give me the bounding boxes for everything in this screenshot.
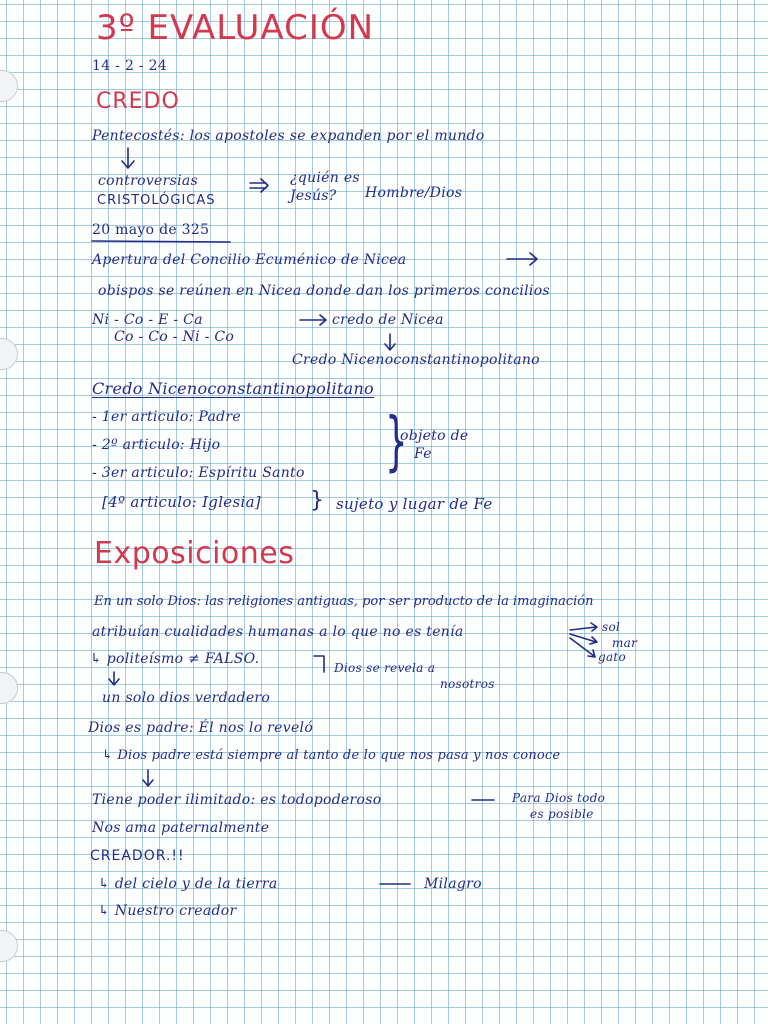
word-sol: sol [602, 620, 621, 634]
dios-es-padre: Dios es padre: Él nos lo reveló [88, 720, 314, 736]
arrow-down-icon [109, 672, 119, 685]
date-underline [92, 241, 230, 242]
controversias-line1: controversias [98, 173, 199, 189]
line-pentecostes: Pentecostés: los apostoles se expanden por el mundo [92, 128, 485, 144]
poder-note-line1: Para Dios todo [512, 791, 606, 805]
controversias-line2: CRISTOLÓGICAS [97, 193, 216, 208]
un-solo-dios: un solo dios verdadero [102, 690, 271, 706]
quien-es-line1: ¿quién es [290, 170, 360, 186]
heading-credo-nc: Credo Nicenoconstantinopolitano [92, 379, 374, 398]
double-arrow-icon [250, 179, 268, 192]
articulo-2: - 2º articulo: Hijo [92, 437, 221, 453]
binder-hole-1 [0, 70, 18, 102]
brace-icon: } [385, 405, 408, 479]
page-title: 3º EVALUACIÓN [96, 8, 375, 48]
exposiciones-line1: En un solo Dios: las religiones antiguas, por ser producto de la imaginación [94, 594, 594, 609]
binder-hole-3 [0, 672, 18, 704]
arrow-down-icon [143, 770, 153, 786]
heading-credo: CREDO [96, 89, 180, 114]
binder-hole-2 [0, 338, 18, 370]
arrow-right-icon [507, 253, 537, 265]
arrow-down-icon [385, 334, 395, 350]
tiene-poder: Tiene poder ilimitado: es todopoderoso [92, 792, 382, 808]
creador: CREADOR.!! [90, 848, 185, 864]
hombre-dios: Hombre/Dios [365, 185, 463, 201]
articulo-3: - 3er articulo: Espíritu Santo [92, 465, 305, 481]
dios-padre-sub: ↳ Dios padre está siempre al tanto de lo que nos pasa y nos conoce [102, 748, 561, 763]
heading-exposiciones: Exposiciones [94, 536, 295, 571]
arrow-right-icon [300, 315, 326, 325]
date: 14 - 2 - 24 [92, 58, 168, 74]
poder-note-line2: es posible [530, 807, 594, 821]
cielo-tierra: ↳ del cielo y de la tierra [98, 876, 278, 892]
word-gato: gato [598, 650, 627, 664]
line-obispos: obispos se reúnen en Nicea donde dan los primeros concilios [98, 283, 550, 299]
arrow-down-icon [122, 148, 134, 168]
arrow-right-icon [570, 634, 597, 644]
fecha-concilio: 20 mayo de 325 [92, 222, 210, 238]
dios-revela-line2: nosotros [440, 677, 495, 691]
sujeto-line: sujeto y lugar de Fe [336, 495, 493, 513]
objeto-de-line1: objeto de [400, 428, 469, 444]
nuestro-creador: ↳ Nuestro creador [98, 903, 237, 919]
politeismo-line: ↳ politeísmo ≠ FALSO. [90, 651, 260, 667]
mnemonic-line1: Ni - Co - E - Ca [92, 312, 203, 328]
articulo-1: - 1er articulo: Padre [92, 409, 241, 425]
word-mar: mar [612, 636, 638, 650]
hook-mark [314, 656, 324, 672]
objeto-de-line2: Fe [414, 446, 432, 462]
articulo-4: [4º articulo: Iglesia] [102, 493, 261, 511]
exposiciones-line2: atribuían cualidades humanas a lo que no es tenía [92, 624, 464, 640]
arrow-right-icon [570, 623, 597, 631]
credo-nc-small: Credo Nicenoconstantinopolitano [292, 352, 540, 368]
arrow-right-icon [570, 638, 595, 657]
line-apertura: Apertura del Concilio Ecuménico de Nicea [92, 252, 407, 268]
quien-es-line2: Jesús? [290, 188, 337, 204]
nos-ama: Nos ama paternalmente [92, 820, 270, 836]
dios-revela-line1: Dios se revela a [334, 661, 436, 675]
brace-small-icon: } [310, 488, 324, 513]
binder-hole-4 [0, 930, 18, 962]
milagro: Milagro [424, 876, 482, 892]
mnemonic-line2: Co - Co - Ni - Co [114, 329, 235, 345]
credo-de-nicea: credo de Nicea [332, 312, 444, 328]
